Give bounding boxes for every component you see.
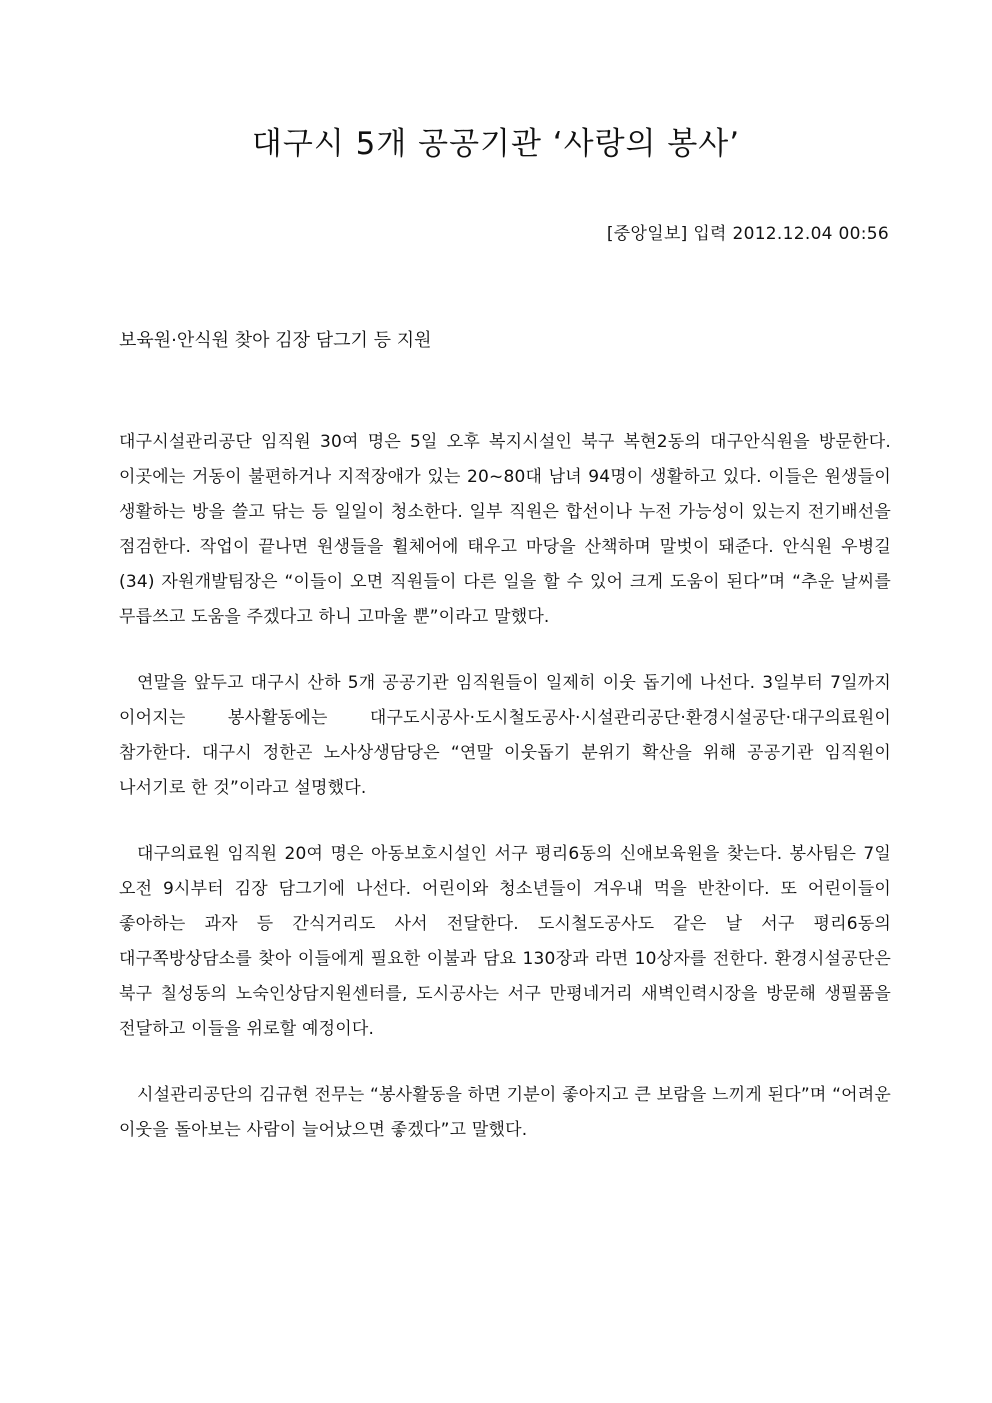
article-paragraph-3: 대구의료원 임직원 20여 명은 아동보호시설인 서구 평리6동의 신애보육원을 찾는다. 봉사팀은 7일 오전 9시부터 김장 담그기에 나선다. 어린이와 청소년들이 겨우내 먹을 반찬이다. 또 어린이들이 좋아하는 과자 등 간식거리도 사서 전달한다. 도시철도공사도 같은 날 서구 평리6동의 대구쪽방상담소를 찾아 이들에게 필요한 이불과 담요 130장과 라면 10상자를 전한다. 환경시설공단은 북구 칠성동의 노숙인상담지원센터를, 도시공사는 서구 만평네거리 새벽인력시장을 방문해 생필품을 전달하고 이들을 위로할 예정이다. [119,844,891,1039]
article-byline: [중앙일보] 입력 2012.12.04 00:56 [606,224,889,244]
article-title: 대구시 5개 공공기관 ‘사랑의 봉사’ [251,126,741,162]
article-subtitle: 보육원·안식원 찾아 김장 담그기 등 지원 [119,330,432,351]
article-paragraph-2: 연말을 앞두고 대구시 산하 5개 공공기관 임직원들이 일제히 이웃 돕기에 나선다. 3일부터 7일까지 이어지는 봉사활동에는 대구도시공사·도시철도공사·시설관리공단·환경시설공단·대구의료원이 참가한다. 대구시 정한곤 노사상생담당은 “연말 이웃돕기 분위기 확산을 위해 공공기관 임직원이 나서기로 한 것”이라고 설명했다. [119,673,891,798]
article-paragraph-4: 시설관리공단의 김규현 전무는 “봉사활동을 하면 기분이 좋아지고 큰 보람을 느끼게 된다”며 “어려운 이웃을 돌아보는 사람이 늘어났으면 좋겠다”고 말했다. [119,1085,891,1140]
article-paragraph-1: 대구시설관리공단 임직원 30여 명은 5일 오후 복지시설인 북구 복현2동의 대구안식원을 방문한다. 이곳에는 거동이 불편하거나 지적장애가 있는 20~80대 남녀 94명이 생활하고 있다. 이들은 원생들이 생활하는 방을 쓸고 닦는 등 일일이 청소한다. 일부 직원은 합선이나 누전 가능성이 있는지 전기배선을 점검한다. 작업이 끝나면 원생들을 휠체어에 태우고 마당을 산책하며 말벗이 돼준다. 안식원 우병길(34) 자원개발팀장은 “이들이 오면 직원들이 다른 일을 할 수 있어 크게 도움이 된다”며 “추운 날씨를 무릅쓰고 도움을 주겠다고 하니 고마울 뿐”이라고 말했다. [119,432,891,627]
article-body [119,425,891,1179]
